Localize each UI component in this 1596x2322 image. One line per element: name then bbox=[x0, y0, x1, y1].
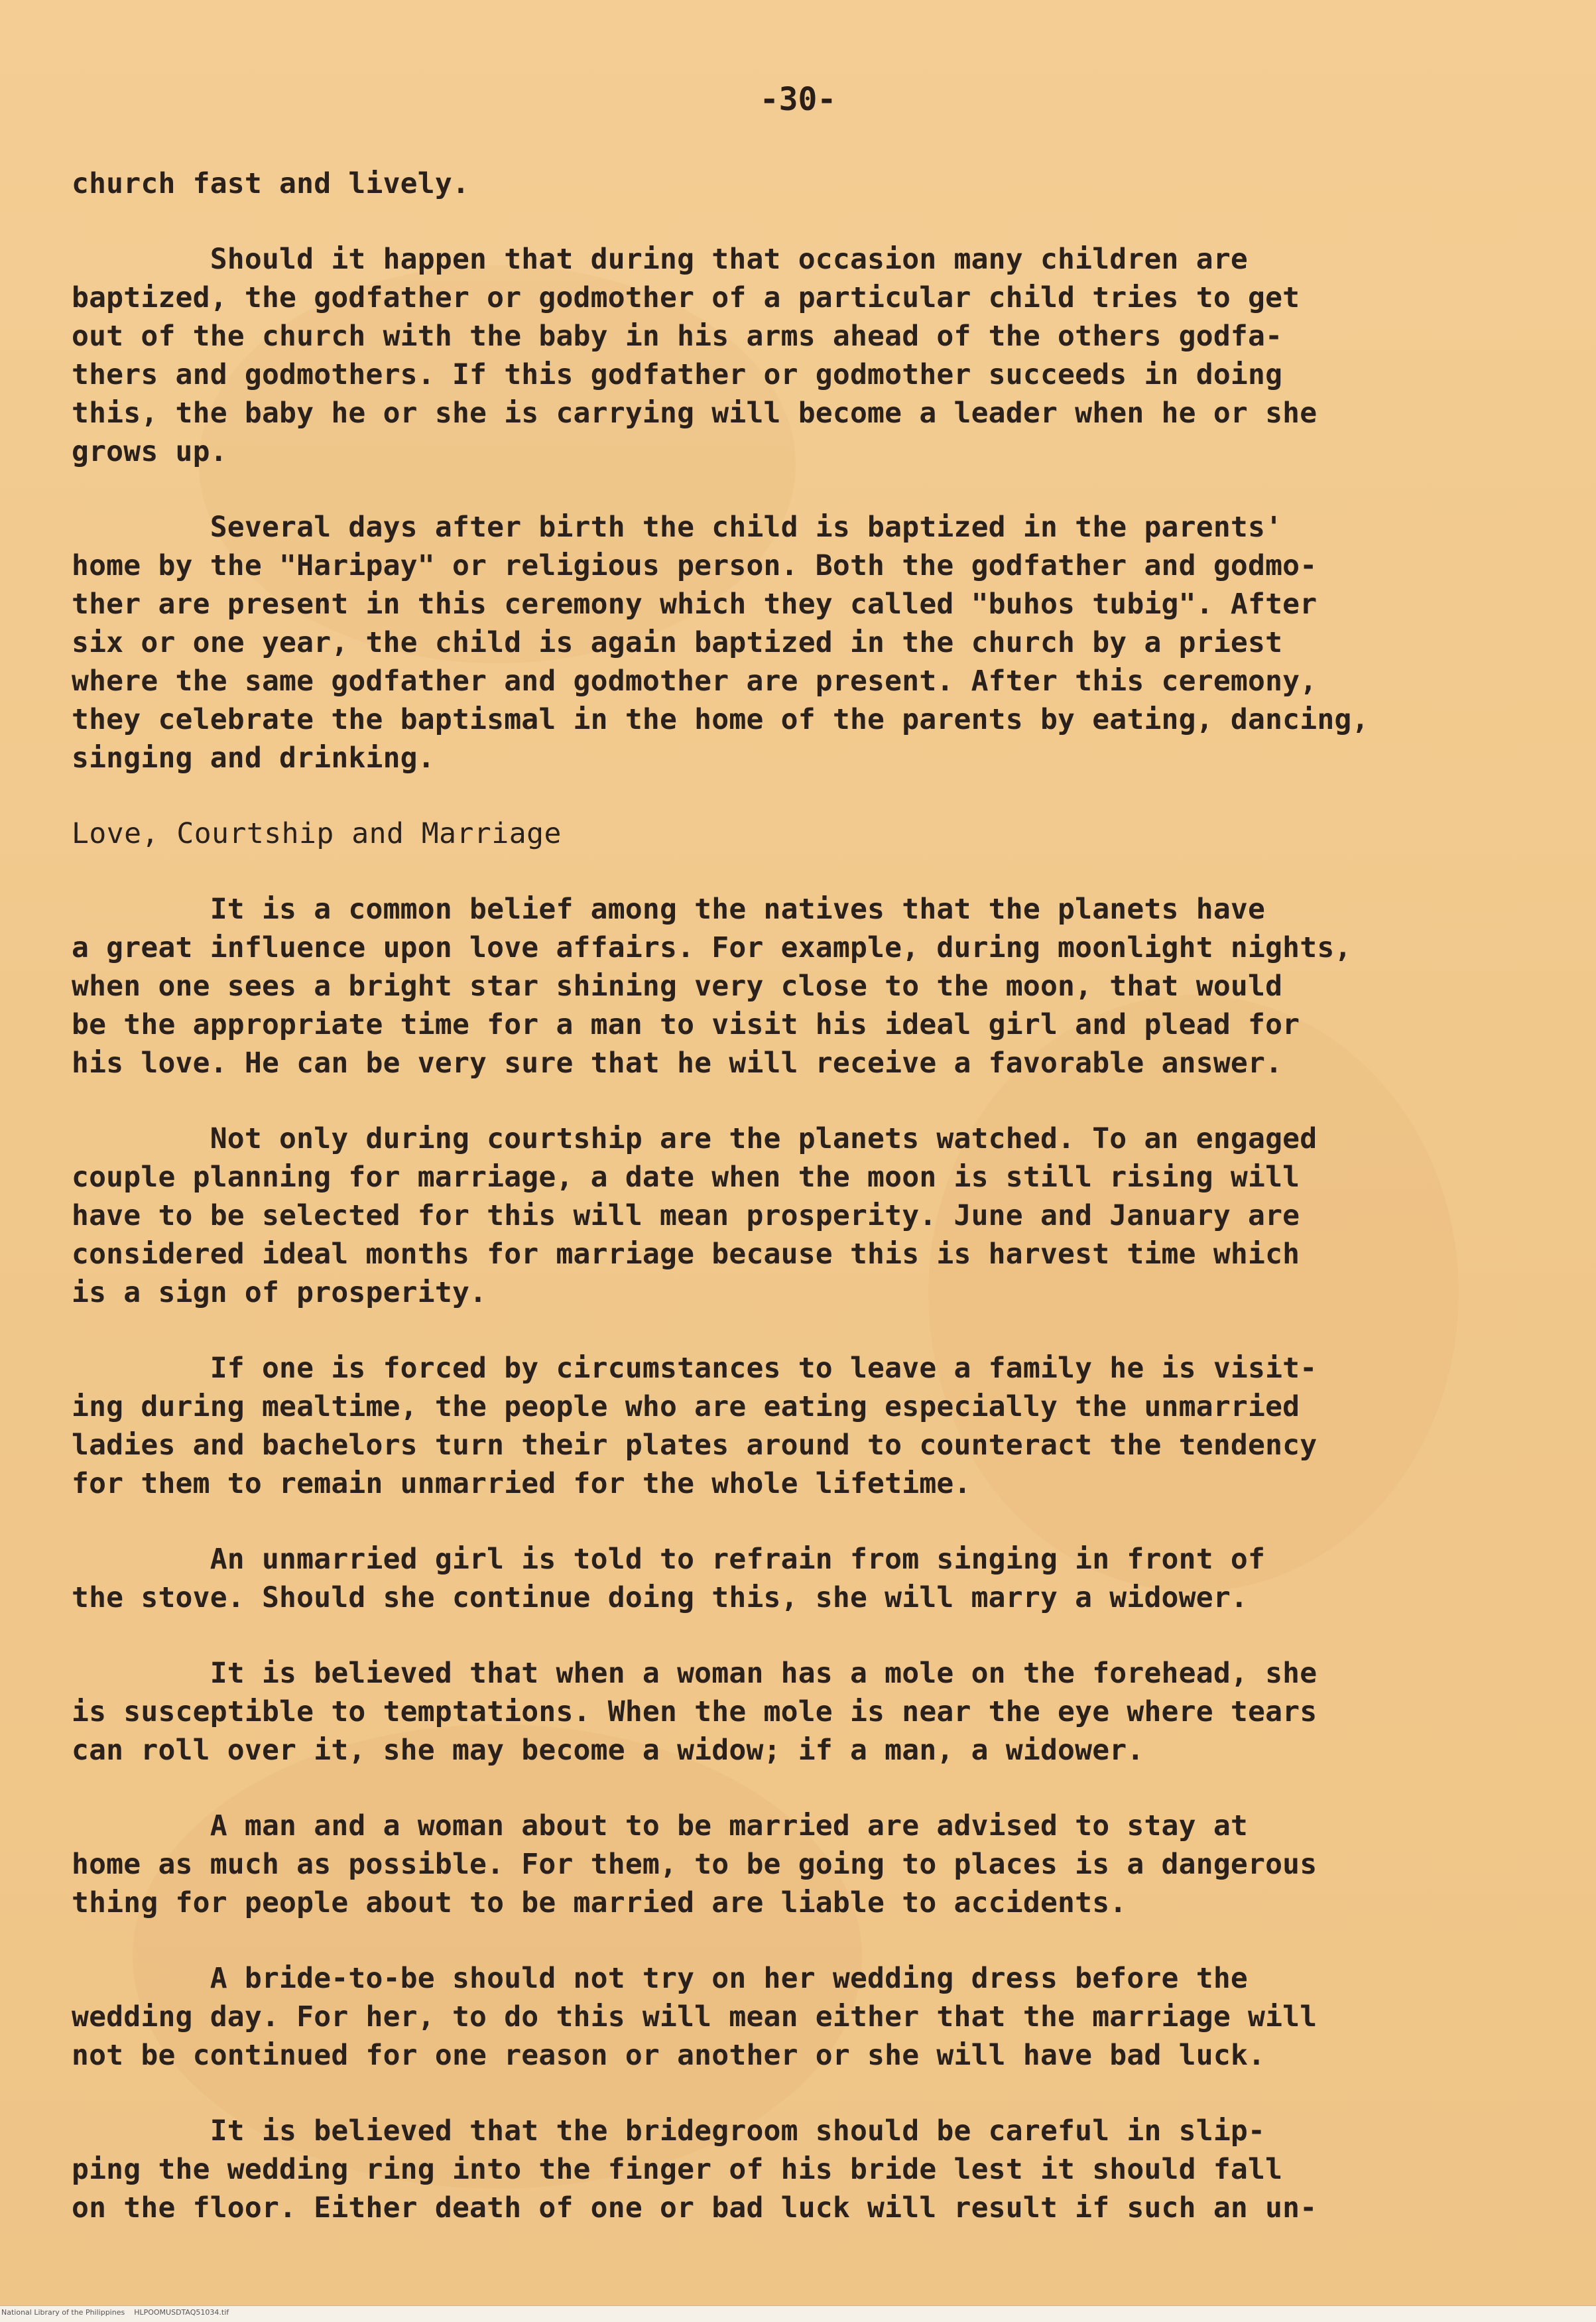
text-line: can roll over it, she may become a widow; if a man, a widower. bbox=[72, 1734, 1144, 1767]
text-line: thing for people about to be married are liable to accidents. bbox=[72, 1886, 1127, 1919]
text-line: couple planning for marriage, a date when the moon is still rising will bbox=[72, 1161, 1300, 1194]
paragraph-gap bbox=[72, 2075, 1530, 2112]
text-line: church fast and lively. bbox=[72, 167, 470, 200]
scan-footer-text: National Library of the Philippines HLPOOMUSDTAQ51034.tif bbox=[1, 2308, 229, 2317]
text-line: home by the "Haripay" or religious person. Both the godfather and godmo- bbox=[72, 549, 1318, 582]
text-line: six or one year, the child is again baptized in the church by a priest bbox=[72, 626, 1283, 659]
text-line: on the floor. Either death of one or bad luck will result if such an un- bbox=[72, 2191, 1318, 2225]
text-line: be the appropriate time for a man to visit his ideal girl and plead for bbox=[72, 1008, 1300, 1041]
text-line: a great influence upon love affairs. For example, during moonlight nights, bbox=[72, 931, 1352, 964]
page-number: -30- bbox=[759, 81, 837, 118]
text-line: wedding day. For her, to do this will mean either that the marriage will bbox=[72, 2000, 1318, 2033]
paragraph-gap bbox=[72, 203, 1530, 240]
paragraph-gap bbox=[72, 1922, 1530, 1959]
text-line: It is believed that when a woman has a mole on the forehead, she bbox=[72, 1657, 1318, 1690]
paragraph-gap bbox=[72, 1082, 1530, 1120]
text-line: where the same godfather and godmother are present. After this ceremony, bbox=[72, 665, 1318, 698]
document-body bbox=[72, 164, 1530, 2227]
text-line: they celebrate the baptismal in the home of the parents by eating, dancing, bbox=[72, 703, 1369, 736]
text-line: Several days after birth the child is baptized in the parents' bbox=[72, 511, 1283, 544]
text-line: his love. He can be very sure that he will receive a favorable answer. bbox=[72, 1047, 1283, 1080]
text-line: considered ideal months for marriage because this is harvest time which bbox=[72, 1238, 1300, 1271]
text-line: have to be selected for this will mean prosperity. June and January are bbox=[72, 1199, 1300, 1232]
text-line: the stove. Should she continue doing this, she will marry a widower. bbox=[72, 1581, 1248, 1614]
text-line: Should it happen that during that occasion many children are bbox=[72, 243, 1248, 276]
section-heading: Love, Courtship and Marriage bbox=[72, 817, 562, 850]
paragraph-gap bbox=[72, 853, 1530, 890]
paragraph-gap bbox=[72, 1312, 1530, 1349]
text-line: Not only during courtship are the planets watched. To an engaged bbox=[72, 1122, 1318, 1155]
text-line: It is believed that the bridegroom should be careful in slip- bbox=[72, 2114, 1266, 2148]
text-line: home as much as possible. For them, to be going to places is a dangerous bbox=[72, 1848, 1318, 1881]
text-line: A man and a woman about to be married are advised to stay at bbox=[72, 1809, 1248, 1842]
paragraph-gap bbox=[72, 1503, 1530, 1540]
text-line: baptized, the godfather or godmother of a particular child tries to get bbox=[72, 281, 1300, 314]
text-line: singing and drinking. bbox=[72, 742, 435, 775]
text-line: when one sees a bright star shining very close to the moon, that would bbox=[72, 970, 1283, 1003]
text-line: ladies and bachelors turn their plates around to counteract the tendency bbox=[72, 1429, 1318, 1462]
text-line: ther are present in this ceremony which they called "buhos tubig". After bbox=[72, 588, 1318, 621]
paragraph-gap bbox=[72, 1617, 1530, 1654]
text-line: for them to remain unmarried for the whole lifetime. bbox=[72, 1467, 971, 1500]
text-line: ping the wedding ring into the finger of his bride lest it should fall bbox=[72, 2153, 1283, 2186]
paragraph-gap bbox=[72, 1770, 1530, 1807]
text-line: A bride-to-be should not try on her wedding dress before the bbox=[72, 1962, 1248, 1995]
text-line: grows up. bbox=[72, 435, 227, 468]
text-line: thers and godmothers. If this godfather or godmother succeeds in doing bbox=[72, 358, 1283, 391]
text-line: not be continued for one reason or another or she will have bad luck. bbox=[72, 2039, 1266, 2072]
text-line: out of the church with the baby in his arms ahead of the others godfa- bbox=[72, 320, 1283, 353]
paragraph-gap bbox=[72, 777, 1530, 814]
text-line: It is a common belief among the natives that the planets have bbox=[72, 893, 1266, 926]
text-line: is a sign of prosperity. bbox=[72, 1276, 487, 1309]
text-line: is susceptible to temptations. When the mole is near the eye where tears bbox=[72, 1695, 1318, 1728]
text-line: If one is forced by circumstances to leave a family he is visit- bbox=[72, 1352, 1318, 1385]
text-line: this, the baby he or she is carrying will become a leader when he or she bbox=[72, 397, 1318, 430]
text-line: An unmarried girl is told to refrain from singing in front of bbox=[72, 1543, 1266, 1576]
text-line: ing during mealtime, the people who are eating especially the unmarried bbox=[72, 1390, 1300, 1423]
paragraph-gap bbox=[72, 471, 1530, 508]
scan-footer-strip bbox=[0, 2305, 1596, 2322]
